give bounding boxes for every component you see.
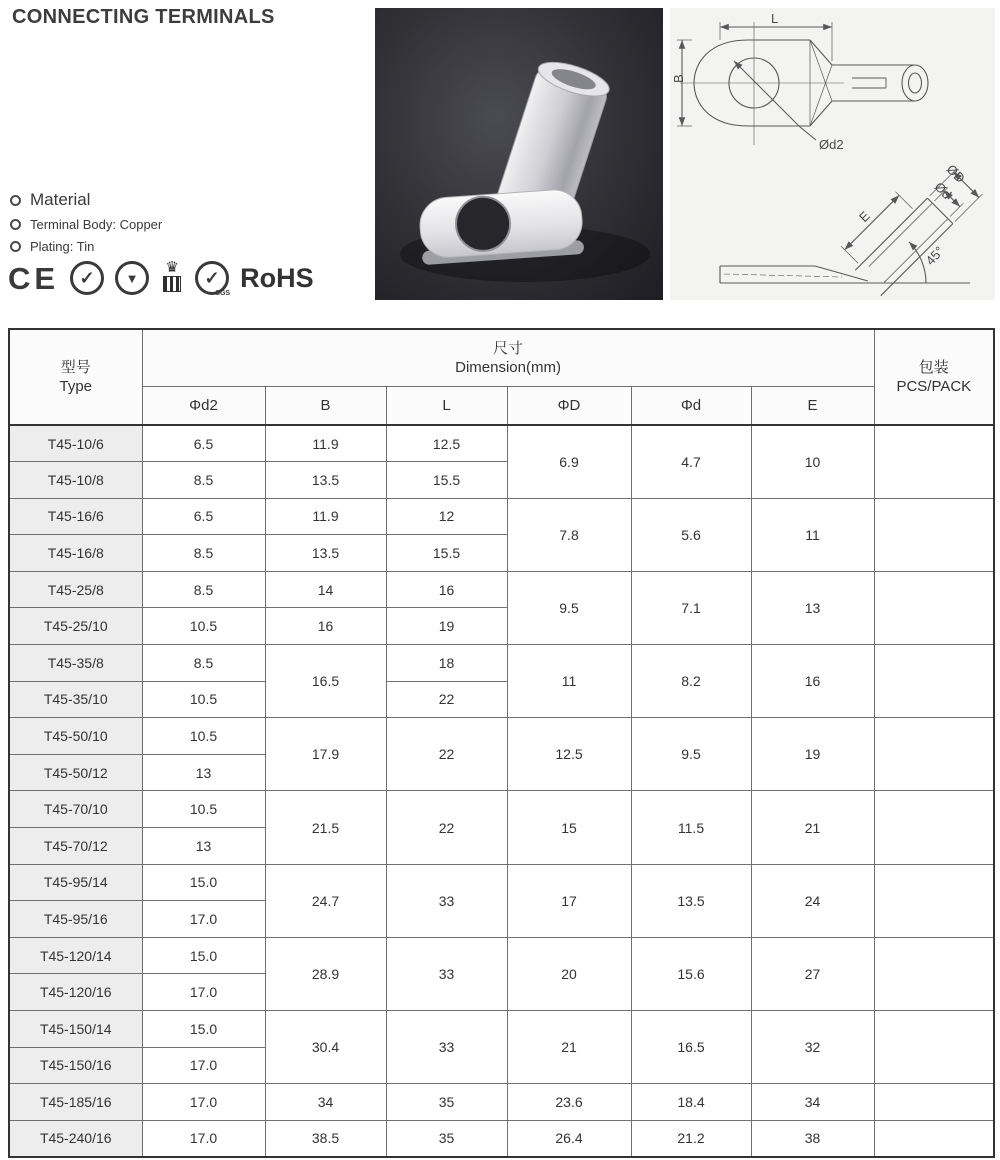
checker-flag-icon bbox=[163, 276, 181, 292]
bullet-icon bbox=[10, 195, 21, 206]
value-cell: 18.4 bbox=[631, 1084, 751, 1121]
type-cell: T45-70/10 bbox=[9, 791, 142, 828]
spec-table-body bbox=[9, 425, 994, 1157]
value-cell: 17.0 bbox=[142, 974, 265, 1011]
value-cell: 16 bbox=[386, 571, 507, 608]
type-cell: T45-25/10 bbox=[9, 608, 142, 645]
type-cell: T45-185/16 bbox=[9, 1084, 142, 1121]
triangle-icon: ▼ bbox=[125, 270, 139, 286]
type-cell: T45-35/8 bbox=[9, 645, 142, 682]
value-cell: 8.5 bbox=[142, 571, 265, 608]
value-cell: 17.0 bbox=[142, 1047, 265, 1084]
value-cell: 33 bbox=[386, 937, 507, 1010]
value-cell: 24.7 bbox=[265, 864, 386, 937]
bullet-icon bbox=[10, 241, 21, 252]
material-section bbox=[10, 190, 162, 261]
value-cell: 28.9 bbox=[265, 937, 386, 1010]
type-cell: T45-50/12 bbox=[9, 754, 142, 791]
table-row bbox=[9, 718, 994, 755]
product-photo bbox=[375, 8, 663, 300]
type-cell: T45-70/12 bbox=[9, 828, 142, 865]
dim-column-header: Φd2 bbox=[142, 387, 265, 426]
value-cell: 12.5 bbox=[507, 718, 631, 791]
check-icon: ✓ bbox=[204, 268, 220, 288]
value-cell: 26.4 bbox=[507, 1120, 631, 1157]
value-cell bbox=[874, 571, 994, 644]
dim-column-header: L bbox=[386, 387, 507, 426]
value-cell: 6.9 bbox=[507, 425, 631, 498]
value-cell: 34 bbox=[751, 1084, 874, 1121]
value-cell: 11 bbox=[507, 645, 631, 718]
type-cell: T45-95/16 bbox=[9, 901, 142, 938]
sgs-check-badge-icon bbox=[195, 261, 229, 295]
value-cell: 11 bbox=[751, 498, 874, 571]
value-cell: 6.5 bbox=[142, 425, 265, 462]
value-cell: 19 bbox=[751, 718, 874, 791]
value-cell: 8.5 bbox=[142, 535, 265, 572]
value-cell: 15.0 bbox=[142, 864, 265, 901]
value-cell: 10.5 bbox=[142, 608, 265, 645]
value-cell: 8.2 bbox=[631, 645, 751, 718]
material-heading-row bbox=[10, 190, 162, 210]
value-cell: 21 bbox=[507, 1011, 631, 1084]
value-cell: 38 bbox=[751, 1120, 874, 1157]
terminal-lug-illustration bbox=[375, 8, 663, 300]
value-cell: 23.6 bbox=[507, 1084, 631, 1121]
type-cell: T45-240/16 bbox=[9, 1120, 142, 1157]
spec-table-header bbox=[9, 329, 994, 425]
bullet-icon bbox=[10, 219, 21, 230]
pack-column-header bbox=[874, 329, 994, 425]
value-cell bbox=[874, 498, 994, 571]
value-cell: 13 bbox=[751, 571, 874, 644]
value-cell: 30.4 bbox=[265, 1011, 386, 1084]
type-cell: T45-16/8 bbox=[9, 535, 142, 572]
table-row bbox=[9, 1011, 994, 1048]
dimension-header bbox=[142, 329, 874, 387]
ce-mark-icon: CE bbox=[8, 260, 60, 296]
value-cell: 21 bbox=[751, 791, 874, 864]
value-cell: 35 bbox=[386, 1084, 507, 1121]
value-cell: 8.5 bbox=[142, 462, 265, 499]
value-cell: 12.5 bbox=[386, 425, 507, 462]
value-cell: 17.9 bbox=[265, 718, 386, 791]
type-cell: T45-120/14 bbox=[9, 937, 142, 974]
page-title: CONNECTING TERMINALS bbox=[12, 6, 275, 28]
value-cell: 10.5 bbox=[142, 681, 265, 718]
table-row bbox=[9, 425, 994, 462]
value-cell: 13 bbox=[142, 828, 265, 865]
value-cell: 20 bbox=[507, 937, 631, 1010]
value-cell: 21.2 bbox=[631, 1120, 751, 1157]
value-cell: 18 bbox=[386, 645, 507, 682]
value-cell: 22 bbox=[386, 718, 507, 791]
value-cell bbox=[874, 1120, 994, 1157]
certification-row bbox=[8, 256, 314, 300]
value-cell: 24 bbox=[751, 864, 874, 937]
value-cell: 17.0 bbox=[142, 1084, 265, 1121]
value-cell bbox=[874, 645, 994, 718]
table-row bbox=[9, 791, 994, 828]
value-cell: 21.5 bbox=[265, 791, 386, 864]
dim-label-angle: 45° bbox=[922, 243, 947, 268]
value-cell: 15.0 bbox=[142, 937, 265, 974]
value-cell: 19 bbox=[386, 608, 507, 645]
value-cell: 16 bbox=[751, 645, 874, 718]
material-heading: Material bbox=[30, 190, 91, 209]
value-cell: 14 bbox=[265, 571, 386, 608]
dimension-header-en: Dimension(mm) bbox=[455, 359, 561, 376]
dim-label-L: L bbox=[771, 11, 779, 26]
value-cell: 16.5 bbox=[265, 645, 386, 718]
value-cell: 22 bbox=[386, 681, 507, 718]
ukas-crown-badge-icon bbox=[160, 260, 184, 296]
dim-column-header: E bbox=[751, 387, 874, 426]
type-cell: T45-10/8 bbox=[9, 462, 142, 499]
table-row bbox=[9, 864, 994, 901]
table-row bbox=[9, 1084, 994, 1121]
type-cell: T45-50/10 bbox=[9, 718, 142, 755]
table-row bbox=[9, 571, 994, 608]
value-cell: 10 bbox=[751, 425, 874, 498]
value-cell: 7.1 bbox=[631, 571, 751, 644]
type-cell: T45-16/6 bbox=[9, 498, 142, 535]
dim-label-d: Ød bbox=[931, 179, 955, 202]
value-cell bbox=[874, 937, 994, 1010]
dim-column-header: B bbox=[265, 387, 386, 426]
pack-header-zh: 包装 bbox=[918, 358, 949, 376]
value-cell bbox=[874, 1084, 994, 1121]
dim-column-header: Φd bbox=[631, 387, 751, 426]
value-cell: 17.0 bbox=[142, 1120, 265, 1157]
value-cell: 17 bbox=[507, 864, 631, 937]
material-item-row bbox=[10, 239, 162, 254]
material-item-row bbox=[10, 217, 162, 232]
value-cell: 13.5 bbox=[631, 864, 751, 937]
value-cell: 13 bbox=[142, 754, 265, 791]
side-view-diagram bbox=[670, 158, 995, 300]
iso-certified-badge-icon bbox=[115, 261, 149, 295]
value-cell: 10.5 bbox=[142, 718, 265, 755]
dimension-diagram-panel bbox=[670, 8, 995, 300]
value-cell: 10.5 bbox=[142, 791, 265, 828]
check-icon: ✓ bbox=[79, 268, 95, 288]
header-row-1 bbox=[9, 329, 994, 387]
value-cell bbox=[874, 718, 994, 791]
value-cell: 38.5 bbox=[265, 1120, 386, 1157]
type-column-header bbox=[9, 329, 142, 425]
value-cell: 33 bbox=[386, 1011, 507, 1084]
material-item: Terminal Body: Copper bbox=[30, 217, 163, 232]
type-cell: T45-10/6 bbox=[9, 425, 142, 462]
type-header-zh: 型号 bbox=[60, 358, 91, 376]
type-cell: T45-150/14 bbox=[9, 1011, 142, 1048]
crown-icon: ♛ bbox=[165, 259, 179, 276]
value-cell: 15.5 bbox=[386, 462, 507, 499]
value-cell: 17.0 bbox=[142, 901, 265, 938]
value-cell bbox=[874, 425, 994, 498]
value-cell: 11.5 bbox=[631, 791, 751, 864]
value-cell: 13.5 bbox=[265, 462, 386, 499]
value-cell bbox=[874, 864, 994, 937]
type-cell: T45-95/14 bbox=[9, 864, 142, 901]
type-cell: T45-25/8 bbox=[9, 571, 142, 608]
value-cell: 15.0 bbox=[142, 1011, 265, 1048]
value-cell: 15.6 bbox=[631, 937, 751, 1010]
dim-columns-row bbox=[9, 387, 994, 426]
type-cell: T45-35/10 bbox=[9, 681, 142, 718]
dim-label-d2: Ød2 bbox=[819, 137, 844, 152]
value-cell: 6.5 bbox=[142, 498, 265, 535]
value-cell: 8.5 bbox=[142, 645, 265, 682]
table-row bbox=[9, 498, 994, 535]
table-row bbox=[9, 937, 994, 974]
type-cell: T45-120/16 bbox=[9, 974, 142, 1011]
value-cell: 11.9 bbox=[265, 425, 386, 462]
value-cell: 27 bbox=[751, 937, 874, 1010]
value-cell: 16 bbox=[265, 608, 386, 645]
pack-header-en: PCS/PACK bbox=[896, 378, 972, 395]
value-cell: 33 bbox=[386, 864, 507, 937]
value-cell: 9.5 bbox=[631, 718, 751, 791]
table-row bbox=[9, 645, 994, 682]
value-cell bbox=[874, 791, 994, 864]
value-cell bbox=[874, 1011, 994, 1084]
sgs-label: SGS bbox=[215, 290, 231, 297]
type-header-en: Type bbox=[59, 378, 93, 395]
value-cell: 35 bbox=[386, 1120, 507, 1157]
value-cell: 34 bbox=[265, 1084, 386, 1121]
value-cell: 4.7 bbox=[631, 425, 751, 498]
value-cell: 12 bbox=[386, 498, 507, 535]
type-cell: T45-150/16 bbox=[9, 1047, 142, 1084]
value-cell: 11.9 bbox=[265, 498, 386, 535]
value-cell: 22 bbox=[386, 791, 507, 864]
top-view-diagram bbox=[670, 8, 995, 158]
dim-column-header: ΦD bbox=[507, 387, 631, 426]
material-item: Plating: Tin bbox=[30, 239, 95, 254]
value-cell: 7.8 bbox=[507, 498, 631, 571]
value-cell: 5.6 bbox=[631, 498, 751, 571]
value-cell: 15.5 bbox=[386, 535, 507, 572]
dimension-header-zh: 尺寸 bbox=[493, 339, 524, 357]
value-cell: 13.5 bbox=[265, 535, 386, 572]
rohs-mark: RoHS bbox=[240, 262, 314, 293]
value-cell: 16.5 bbox=[631, 1011, 751, 1084]
dim-label-E: E bbox=[855, 208, 873, 226]
weee-compliance-badge-icon bbox=[70, 261, 104, 295]
dim-label-D: ØD bbox=[943, 161, 969, 186]
spec-table bbox=[8, 328, 995, 1158]
value-cell: 32 bbox=[751, 1011, 874, 1084]
table-row bbox=[9, 1120, 994, 1157]
value-cell: 15 bbox=[507, 791, 631, 864]
dim-label-B: B bbox=[671, 74, 686, 83]
value-cell: 9.5 bbox=[507, 571, 631, 644]
